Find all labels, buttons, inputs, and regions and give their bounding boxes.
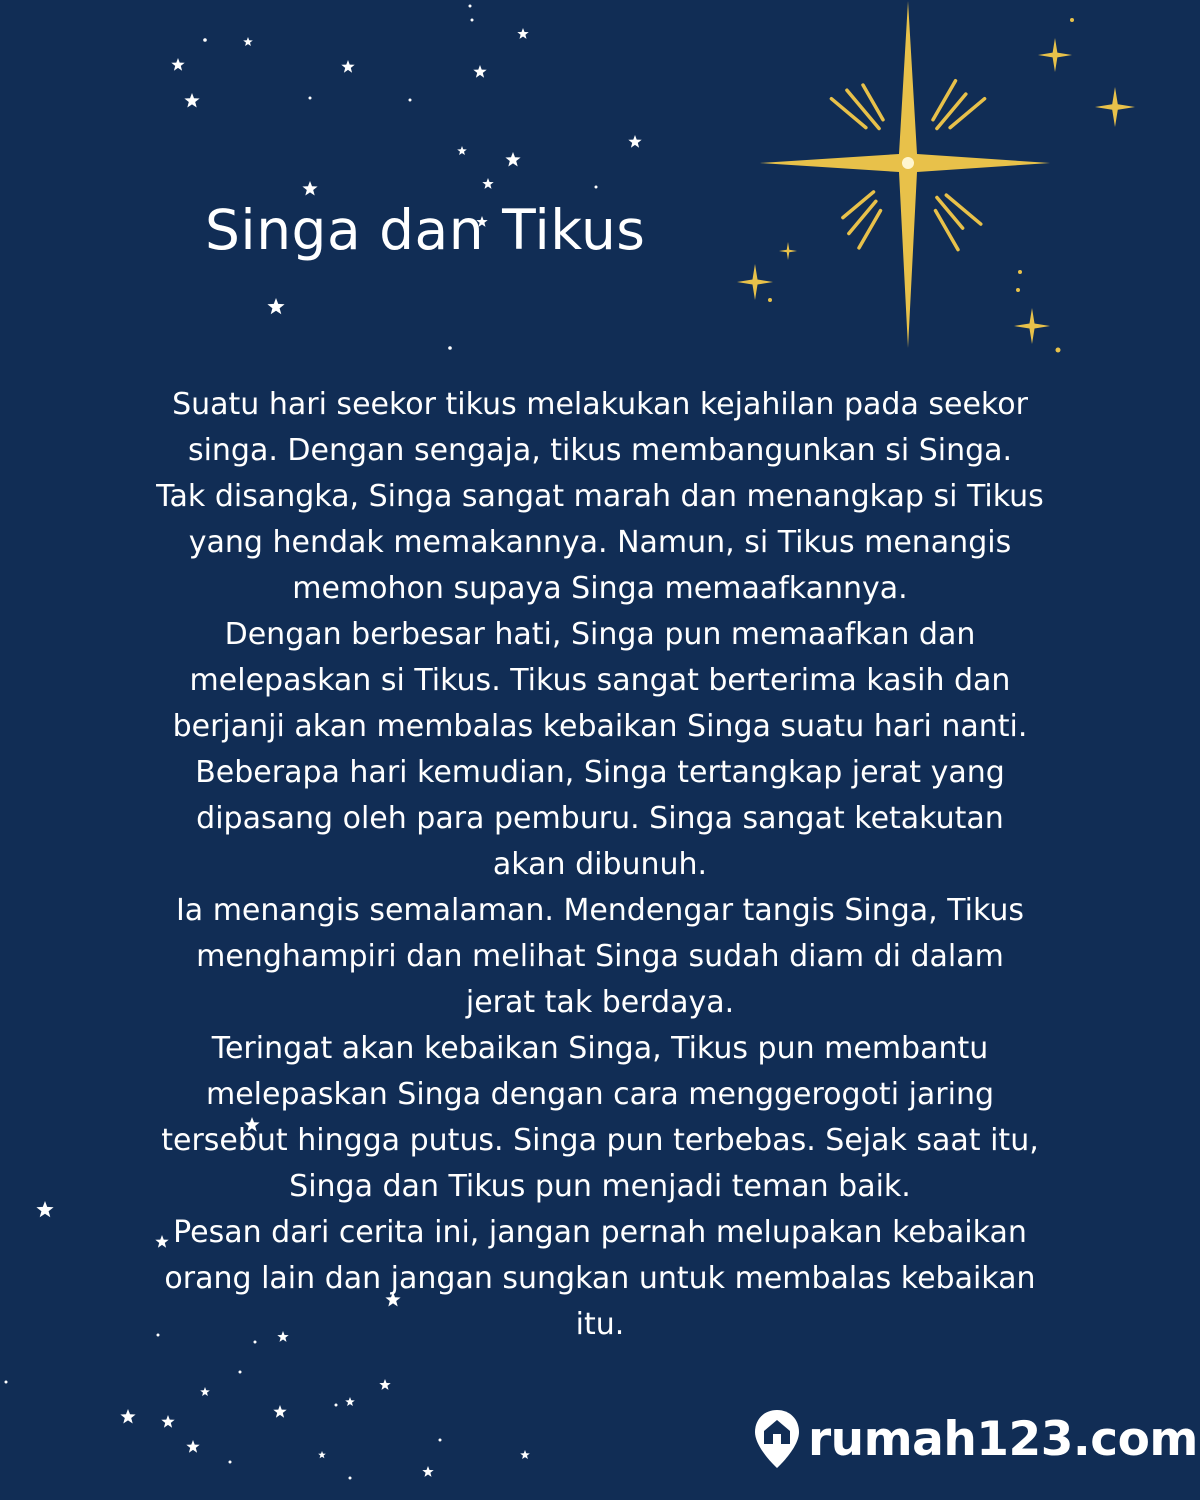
star-dot — [1018, 270, 1022, 274]
story-line: Teringat akan kebaikan Singa, Tikus pun membantu — [211, 1031, 989, 1066]
star-dot — [229, 1461, 232, 1464]
story-line: tersebut hingga putus. Singa pun terbebas. Sejak saat itu, — [161, 1123, 1039, 1158]
star-dot — [5, 1381, 8, 1384]
white-star-icon — [186, 1440, 199, 1453]
star-dot — [409, 99, 412, 102]
white-star-icon — [200, 1387, 210, 1396]
white-star-icon — [457, 146, 467, 155]
gold-ray — [933, 81, 956, 120]
star-dot — [349, 1477, 352, 1480]
white-star-icon — [36, 1201, 53, 1217]
star-dot — [471, 19, 474, 22]
star-dot — [203, 38, 207, 42]
white-star-icon — [520, 1450, 530, 1459]
gold-ray — [843, 192, 874, 218]
gold-ray — [937, 197, 963, 228]
story-line: Singa dan Tikus pun menjadi teman baik. — [289, 1169, 911, 1204]
gold-ray — [950, 99, 984, 128]
story-line: Ia menangis semalaman. Mendengar tangis Singa, Tikus — [175, 893, 1025, 928]
white-star-icon — [273, 1405, 286, 1418]
gold-star-body — [760, 1, 1050, 348]
gold-four-point-star-icon — [760, 1, 1050, 348]
white-star-icon — [345, 1397, 355, 1406]
gold-star-center — [902, 157, 914, 169]
story-line: Tak disangka, Singa sangat marah dan menangkap si Tikus — [156, 479, 1044, 514]
story-line: melepaskan si Tikus. Tikus sangat berterima kasih dan — [189, 663, 1011, 698]
star-dot — [768, 298, 772, 302]
story-line: yang hendak memakannya. Namun, si Tikus menangis — [188, 525, 1012, 560]
story-line: jerat tak berdaya. — [465, 985, 735, 1020]
white-star-icon — [517, 28, 528, 39]
gold-sparkle-icon — [1095, 87, 1135, 127]
white-star-icon — [120, 1409, 135, 1424]
story-text — [110, 382, 1090, 1348]
story-title: Singa dan Tikus — [205, 198, 646, 262]
star-dot — [1016, 288, 1020, 292]
story-line: akan dibunuh. — [492, 847, 708, 882]
story-line: berjanji akan membalas kebaikan Singa suatu hari nanti. — [172, 709, 1028, 744]
gold-sparkle-icon — [1038, 38, 1072, 72]
story-line: memohon supaya Singa memaafkannya. — [292, 571, 908, 606]
white-star-icon — [379, 1379, 390, 1390]
gold-ray — [831, 99, 865, 128]
white-star-icon — [505, 152, 520, 167]
white-star-icon — [302, 181, 317, 196]
story-line: Pesan dari cerita ini, jangan pernah melupakan kebaikan — [173, 1215, 1027, 1250]
white-star-icon — [482, 178, 493, 189]
white-star-icon — [473, 65, 486, 78]
gold-ray — [847, 90, 879, 128]
story-line: orang lain dan jangan sungkan untuk membalas kebaikan — [164, 1261, 1036, 1296]
story-line: Suatu hari seekor tikus melakukan kejahilan pada seekor — [172, 387, 1028, 422]
star-dot — [595, 186, 598, 189]
gold-sparkle-icon — [779, 242, 797, 260]
gold-sparkle-icon — [737, 264, 773, 300]
white-star-icon — [318, 1451, 326, 1458]
white-star-icon — [243, 37, 253, 46]
white-star-icon — [267, 298, 284, 314]
brand-name: rumah123.com — [808, 1411, 1198, 1467]
star-dot — [1056, 348, 1061, 353]
star-dot — [1070, 18, 1074, 22]
star-dot — [439, 1439, 442, 1442]
white-star-icon — [341, 60, 354, 73]
location-house-pin-icon — [752, 1408, 802, 1470]
gold-sparkle-icon — [1014, 308, 1050, 344]
star-dot — [335, 1404, 338, 1407]
white-star-icon — [422, 1466, 433, 1477]
star-dot — [239, 1371, 242, 1374]
story-line: dipasang oleh para pemburu. Singa sangat ketakutan — [196, 801, 1004, 836]
story-line: singa. Dengan sengaja, tikus membangunkan si Singa. — [187, 433, 1013, 468]
white-star-icon — [161, 1415, 174, 1428]
white-star-icon — [184, 93, 199, 108]
star-dot — [448, 346, 452, 350]
story-line: itu. — [575, 1307, 625, 1342]
story-line: menghampiri dan melihat Singa sudah diam di dalam — [196, 939, 1004, 974]
brand-logo — [752, 1408, 1198, 1470]
story-line: melepaskan Singa dengan cara menggerogoti jaring — [205, 1077, 995, 1112]
white-star-icon — [171, 58, 184, 71]
story-line: Beberapa hari kemudian, Singa tertangkap jerat yang — [195, 755, 1005, 790]
story-line: Dengan berbesar hati, Singa pun memaafkan dan — [224, 617, 976, 652]
gold-ray — [937, 94, 966, 128]
gold-ray — [946, 195, 980, 224]
star-dot — [469, 5, 472, 8]
star-dot — [309, 97, 312, 100]
white-star-icon — [628, 135, 641, 148]
